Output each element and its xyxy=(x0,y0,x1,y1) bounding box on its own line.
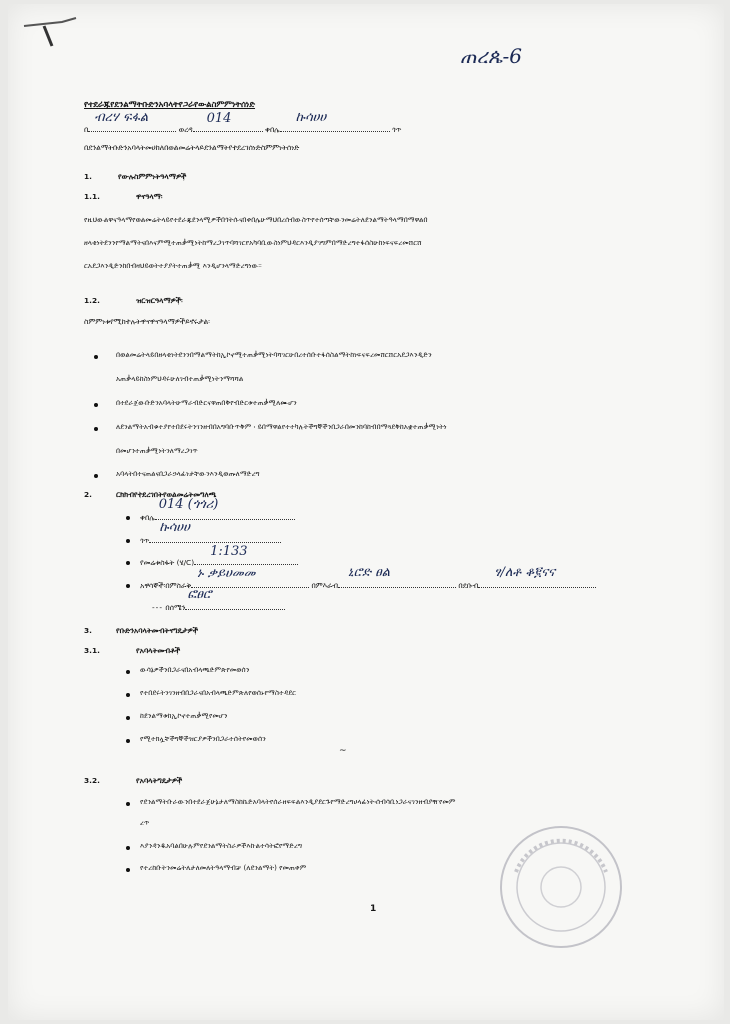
handwritten-kebele-value: 014 (ጎጎሪ) xyxy=(158,497,219,512)
paragraph-line: የዚህውልዋናዓላማየወልመሬትላይየተደራጁደንላሚዎችበጎትሱናበቀበሌሁማህበረሰብውስጥየተሰጣቸውንመሬትለደንልማትዓላማበማዋልበ xyxy=(84,215,428,224)
section-3-2-number: 3.2. xyxy=(84,776,100,785)
list-item: ረጥ xyxy=(140,818,150,827)
section-1-2-title: ዝርዝርዓላማዎች፡ xyxy=(136,296,183,305)
list-item: ውሳኔዎችንበጋራናበአብላጫድምጽየመወሰን xyxy=(140,665,250,674)
bullet xyxy=(126,670,130,674)
document-title: የተደራጁየደንልማትቡድንአባላትየጋራየውልስምምነትሰነድ xyxy=(84,99,256,109)
bullet xyxy=(94,403,98,407)
section-3-title: የቡድንአባላትመብትናግዴታዎች xyxy=(116,626,198,635)
list-item: የተበደሩትንገንዘብበጋራናበአብላጫድምጽለየወሰኑየማስተዳደር xyxy=(140,688,297,697)
bullet xyxy=(126,584,130,588)
list-item: አጠቃላይከስነምህዳሩሁለገብተጠቃሚነትንማሻሻል xyxy=(116,374,244,383)
paragraph-line: ዘላቂነትደንንየማልማትናበእናምሚተጠቃሚነትከማረጋገጥባሻገርየአካባቢውስነምህዳርእንዲያገግምበማድረግተፋሰስሁከነፍናፍረመሸርሸ xyxy=(84,238,422,247)
list-item: እያንዳንዱአባልበሁሉምየደንልማትስራዎችእኩልተሳትፎየማድረግ xyxy=(140,841,303,850)
label-kebele: ቀበሌ xyxy=(140,513,155,522)
label-east: አዋሳኞች፡በምስራቅ xyxy=(140,581,192,590)
section-1-1-number: 1.1. xyxy=(84,192,100,201)
folded-corner-mark xyxy=(22,12,82,52)
handwritten-org-name: ብረሃ ፍፋል xyxy=(94,110,149,125)
bullet xyxy=(94,355,98,359)
section-1-title: የውሉስምምነትዓላማዎች xyxy=(118,172,187,181)
bullet xyxy=(126,539,130,543)
list-item: አባላትበተናጠልናበጋራኃላፊነታቸውንእንዲወጡለማድረግ xyxy=(116,469,260,478)
section-1-2-intro: ስምምነቱየሚከተሉትዋናዋናዓላማዎችይኖሩታል፡ xyxy=(84,317,210,326)
bullet xyxy=(126,739,130,743)
handwritten-signature: ፎፀሮ xyxy=(187,587,212,602)
bullet xyxy=(126,716,130,720)
section-1-number: 1. xyxy=(84,172,92,181)
list-item: የሚተክሏቸችግኞችዝርያዎችንበጋራተሰትየመወሰን xyxy=(140,734,266,743)
section-3-1-title: የአባላትመብቶች xyxy=(136,646,181,655)
bullet xyxy=(94,427,98,431)
paragraph-line: ርአደጋእንዲድንከበብዛህይወትተያያትተጠቃሚ እንዲሆንላማድረግነው። xyxy=(84,261,262,270)
section-3-1-number: 3.1. xyxy=(84,646,100,655)
list-item: ከደንልማቱከኢኮኖተጠቃሚየመሆን xyxy=(140,711,228,720)
bullet xyxy=(126,802,130,806)
bullet xyxy=(126,846,130,850)
list-item: በወልመሬትላይበዘላቂነትደንንበማልማትከኢኮኖሚተጠቃሚነትባሻገርሁበረተሰቡተፋሰስልማትከነፍናፍረመሸርሸርአደጋእንዲድን xyxy=(116,350,432,359)
label-area: የመሬቱስፋት (ሄ/C) xyxy=(140,558,195,567)
list-item: የደንልማትቡራውንበተደራጀሁኔታለማስከኬድአባላትየሰራዘፍፍልእንዲያደርጉየማድረግሀላፊነት፡ሰብሳቢነጋራናገንዘብያዥየመም xyxy=(140,797,456,806)
handwritten-east-value: ኑ ቃይሀመመ xyxy=(197,566,256,581)
bullet xyxy=(126,693,130,697)
header-fill-row xyxy=(84,110,402,135)
list-item: በተደራጀውቡድንአባላትሁማራብድርናዋጠበቅየብድርቱተጠቃሚለሙሆን xyxy=(116,398,297,407)
label-north: በሰሜን xyxy=(165,603,186,612)
handwritten-west-value: ኒሮድ ፀል xyxy=(348,565,391,580)
section-1-1-title: ዋናዓላማ፡ xyxy=(136,192,163,201)
handwritten-got-value: ኩሳሀሀ xyxy=(159,520,190,535)
label-prefix: በ xyxy=(84,125,89,134)
faded-stamp xyxy=(496,822,626,952)
section-2-number: 2. xyxy=(84,490,92,499)
label-woreda: ወረዳ xyxy=(178,125,193,134)
handwritten-south-value: ፃ/ለቶ ቆ፪ናና xyxy=(494,565,555,580)
page-number: 1 xyxy=(370,904,377,914)
label-got: ጎጥ xyxy=(140,536,150,545)
handwritten-page-code: ጠረጴ-6 xyxy=(460,44,522,68)
bullet xyxy=(126,561,130,565)
section-3-number: 3. xyxy=(84,626,92,635)
bullet xyxy=(126,516,130,520)
section-1-2-number: 1.2. xyxy=(84,296,100,305)
stray-mark: ~ xyxy=(339,746,347,756)
handwritten-area-value: 1:133 xyxy=(210,544,248,559)
label-west: በምእራብ xyxy=(311,581,338,590)
label-kebele: ቀበሌ xyxy=(264,125,280,134)
section-2-title: ርክክብየተደረገበትየወልመሬትመግለጫ xyxy=(116,490,217,499)
list-item: በመሆንተጠቃሚነትንለማረጋገጥ xyxy=(116,446,198,455)
bullet xyxy=(126,868,130,872)
list-item: ለደንልማትአብቁተያየተበደሩትንገንዘብበአግባቡጥቅም ፡ ይበማዋልየተተካሉትችግኞችንበጋራበመንከባከብበማጓደቅከአቋተጠቃሚነትነ xyxy=(116,422,447,431)
handwritten-name: ኩሳሀሀ xyxy=(295,110,327,125)
section-1-1-paragraph xyxy=(84,208,674,277)
section-3-2-title: የአባላትግዴታዎች xyxy=(136,776,183,785)
label-south: በደቡብ xyxy=(458,581,479,590)
list-item: የተረከቡትንመሬትለታለመለትዓላማብቻ (ለደንልማት) የመጠቀም xyxy=(140,863,307,872)
handwritten-number: 014 xyxy=(206,111,232,126)
land-north-row: --- በሰሜን ፎፀሮ xyxy=(152,600,285,613)
document-subtitle: በደንልማትቡድንአባላትመሀከለበወልመሬትላይደንልማትየተደረገሰነድስምምነትሰነድ xyxy=(84,143,300,152)
label-got: ጎጥ xyxy=(392,125,402,134)
document-page xyxy=(8,4,724,1020)
bullet xyxy=(94,474,98,478)
